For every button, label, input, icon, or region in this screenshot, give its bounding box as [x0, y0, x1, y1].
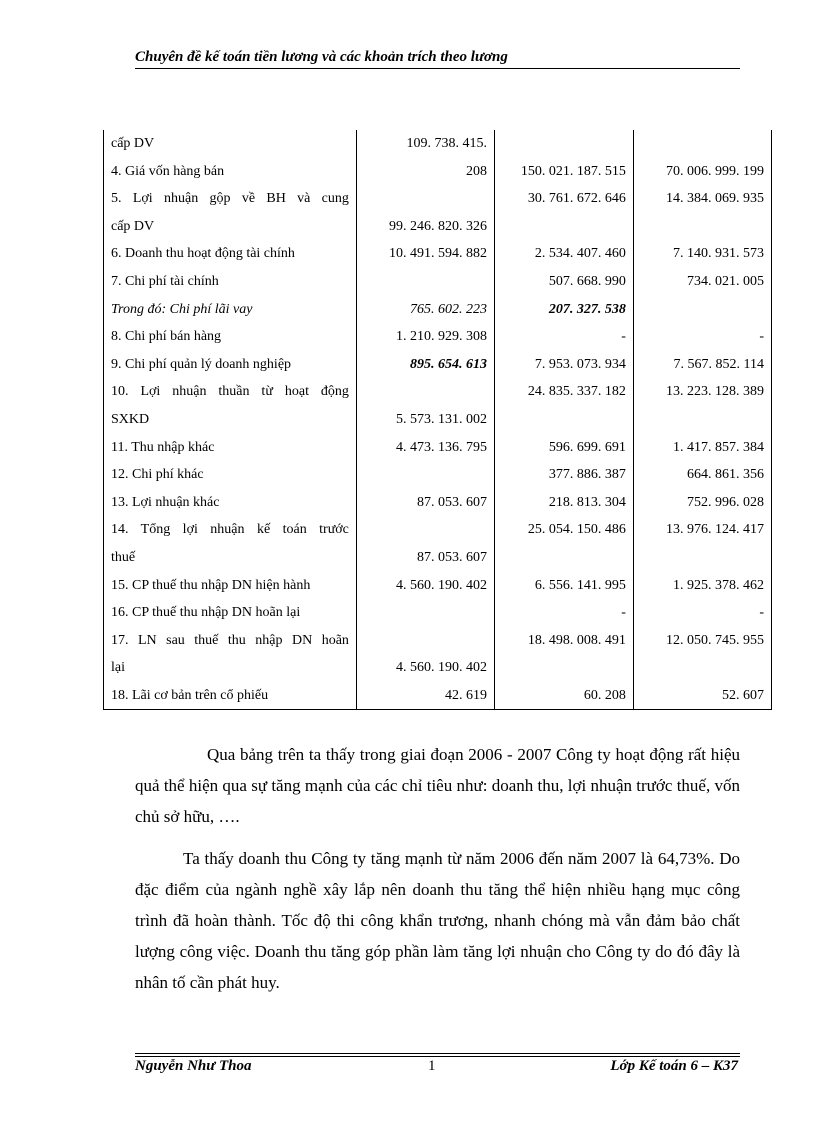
- row-label: 5. Lợi nhuận gộp về BH và cung: [104, 185, 357, 213]
- cell-c2: 18. 498. 008. 491: [494, 627, 633, 655]
- row-label: cấp DV: [104, 130, 357, 158]
- cell-c2: 507. 668. 990: [494, 268, 633, 296]
- cell-c3: [633, 654, 771, 682]
- table-row: [104, 130, 772, 158]
- cell-c2: 30. 761. 672. 646: [494, 185, 633, 213]
- row-label: 15. CP thuế thu nhập DN hiện hành: [104, 572, 357, 600]
- cell-c1: [356, 461, 494, 489]
- table-row: [104, 351, 772, 379]
- row-label: cấp DV: [104, 213, 357, 241]
- row-label: 11. Thu nhập khác: [104, 434, 357, 462]
- page-header-title: Chuyên đề kế toán tiền lương và các khoản trích theo lương: [135, 49, 508, 65]
- table-row: [104, 572, 772, 600]
- page-number: 1: [428, 1058, 436, 1074]
- table-row: [104, 434, 772, 462]
- table-row: [104, 406, 772, 434]
- cell-c2: 150. 021. 187. 515: [494, 158, 633, 186]
- cell-c1: 109. 738. 415.: [356, 130, 494, 158]
- cell-c1: 1. 210. 929. 308: [356, 323, 494, 351]
- table-row: [104, 378, 772, 406]
- cell-c1: 208: [356, 158, 494, 186]
- row-label: 9. Chi phí quản lý doanh nghiệp: [104, 351, 357, 379]
- cell-c2: 377. 886. 387: [494, 461, 633, 489]
- cell-c3: -: [633, 323, 771, 351]
- header-rule: [135, 68, 740, 69]
- cell-c2: 596. 699. 691: [494, 434, 633, 462]
- row-label: 8. Chi phí bán hàng: [104, 323, 357, 351]
- cell-c2: 218. 813. 304: [494, 489, 633, 517]
- cell-c3: 734. 021. 005: [633, 268, 771, 296]
- cell-c1: [356, 627, 494, 655]
- row-label: thuế: [104, 544, 357, 572]
- cell-c2: 2. 534. 407. 460: [494, 240, 633, 268]
- row-label: 10. Lợi nhuận thuần từ hoạt động: [104, 378, 357, 406]
- cell-c1: 42. 619: [356, 682, 494, 710]
- row-label: 6. Doanh thu hoạt động tài chính: [104, 240, 357, 268]
- table-row: [104, 599, 772, 627]
- cell-c1: [356, 516, 494, 544]
- cell-c2: [494, 213, 633, 241]
- cell-c3: 1. 925. 378. 462: [633, 572, 771, 600]
- cell-c3: 752. 996. 028: [633, 489, 771, 517]
- cell-c3: 13. 976. 124. 417: [633, 516, 771, 544]
- page-footer: [135, 1058, 740, 1078]
- table-row: [104, 268, 772, 296]
- cell-c3: [633, 213, 771, 241]
- cell-c2: 207. 327. 538: [494, 296, 633, 324]
- table-row: [104, 213, 772, 241]
- footer-rule: [135, 1053, 740, 1054]
- table-row: [104, 516, 772, 544]
- cell-c2: 25. 054. 150. 486: [494, 516, 633, 544]
- cell-c1: 87. 053. 607: [356, 544, 494, 572]
- table-row: [104, 654, 772, 682]
- table-row: [104, 682, 772, 710]
- row-label: 12. Chi phí khác: [104, 461, 357, 489]
- cell-c3: 12. 050. 745. 955: [633, 627, 771, 655]
- cell-c2: 24. 835. 337. 182: [494, 378, 633, 406]
- cell-c3: 70. 006. 999. 199: [633, 158, 771, 186]
- paragraph-2: Ta thấy doanh thu Công ty tăng mạnh từ năm 2006 đến năm 2007 là 64,73%. Do đặc điểm của ngành nghề xây lắp nên doanh thu tăng thể hiện nhiều hạng mục công trình đã hoàn thành. Tốc độ thi công khẩn trương, nhanh chóng mà vẫn đảm bảo chất lượng công việc. Doanh thu tăng góp phần làm tăng lợi nhuận cho Công ty do đó đây là nhân tố cần phát huy.: [135, 849, 740, 992]
- table-row: [104, 296, 772, 324]
- table-row: [104, 461, 772, 489]
- cell-c1: 4. 560. 190. 402: [356, 654, 494, 682]
- cell-c1: [356, 185, 494, 213]
- row-label: 4. Giá vốn hàng bán: [104, 158, 357, 186]
- cell-c3: 13. 223. 128. 389: [633, 378, 771, 406]
- cell-c1: [356, 599, 494, 627]
- table-row: [104, 489, 772, 517]
- paragraph-1: Qua bảng trên ta thấy trong giai đoạn 2006 - 2007 Công ty hoạt động rất hiệu quả thể hiện qua sự tăng mạnh của các chỉ tiêu như: doanh thu, lợi nhuận trước thuế, vốn chủ sở hữu, ….: [135, 745, 740, 826]
- cell-c2: 6. 556. 141. 995: [494, 572, 633, 600]
- cell-c1: 5. 573. 131. 002: [356, 406, 494, 434]
- cell-c1: 4. 560. 190. 402: [356, 572, 494, 600]
- cell-c1: [356, 268, 494, 296]
- cell-c3: [633, 296, 771, 324]
- footer-class: Lớp Kế toán 6 – K37: [610, 1058, 738, 1074]
- row-label: 17. LN sau thuế thu nhập DN hoãn: [104, 627, 357, 655]
- table-row: [104, 240, 772, 268]
- cell-c1: 87. 053. 607: [356, 489, 494, 517]
- cell-c2: [494, 130, 633, 158]
- financial-table: [103, 130, 772, 710]
- cell-c1: 10. 491. 594. 882: [356, 240, 494, 268]
- cell-c3: 14. 384. 069. 935: [633, 185, 771, 213]
- table-row: [104, 158, 772, 186]
- row-label: 7. Chi phí tài chính: [104, 268, 357, 296]
- cell-c2: 7. 953. 073. 934: [494, 351, 633, 379]
- table-row: [104, 544, 772, 572]
- cell-c3: 1. 417. 857. 384: [633, 434, 771, 462]
- cell-c3: 7. 140. 931. 573: [633, 240, 771, 268]
- cell-c3: [633, 544, 771, 572]
- cell-c2: -: [494, 323, 633, 351]
- table-row: [104, 323, 772, 351]
- cell-c2: [494, 654, 633, 682]
- row-label: lại: [104, 654, 357, 682]
- cell-c1: 765. 602. 223: [356, 296, 494, 324]
- cell-c1: 895. 654. 613: [356, 351, 494, 379]
- cell-c2: 60. 208: [494, 682, 633, 710]
- cell-c3: [633, 406, 771, 434]
- table-row: [104, 627, 772, 655]
- cell-c3: [633, 130, 771, 158]
- row-label: SXKD: [104, 406, 357, 434]
- footer-rule: [135, 1056, 740, 1057]
- cell-c2: -: [494, 599, 633, 627]
- row-label: Trong đó: Chi phí lãi vay: [104, 296, 357, 324]
- row-label: 14. Tổng lợi nhuận kế toán trước: [104, 516, 357, 544]
- row-label: 18. Lãi cơ bản trên cổ phiếu: [104, 682, 357, 710]
- row-label: 16. CP thuế thu nhập DN hoãn lại: [104, 599, 357, 627]
- cell-c2: [494, 544, 633, 572]
- cell-c1: [356, 378, 494, 406]
- cell-c3: -: [633, 599, 771, 627]
- cell-c1: 99. 246. 820. 326: [356, 213, 494, 241]
- row-label: 13. Lợi nhuận khác: [104, 489, 357, 517]
- footer-author: Nguyễn Như Thoa: [135, 1058, 252, 1074]
- cell-c1: 4. 473. 136. 795: [356, 434, 494, 462]
- cell-c2: [494, 406, 633, 434]
- cell-c3: 664. 861. 356: [633, 461, 771, 489]
- cell-c3: 7. 567. 852. 114: [633, 351, 771, 379]
- table-row: [104, 185, 772, 213]
- cell-c3: 52. 607: [633, 682, 771, 710]
